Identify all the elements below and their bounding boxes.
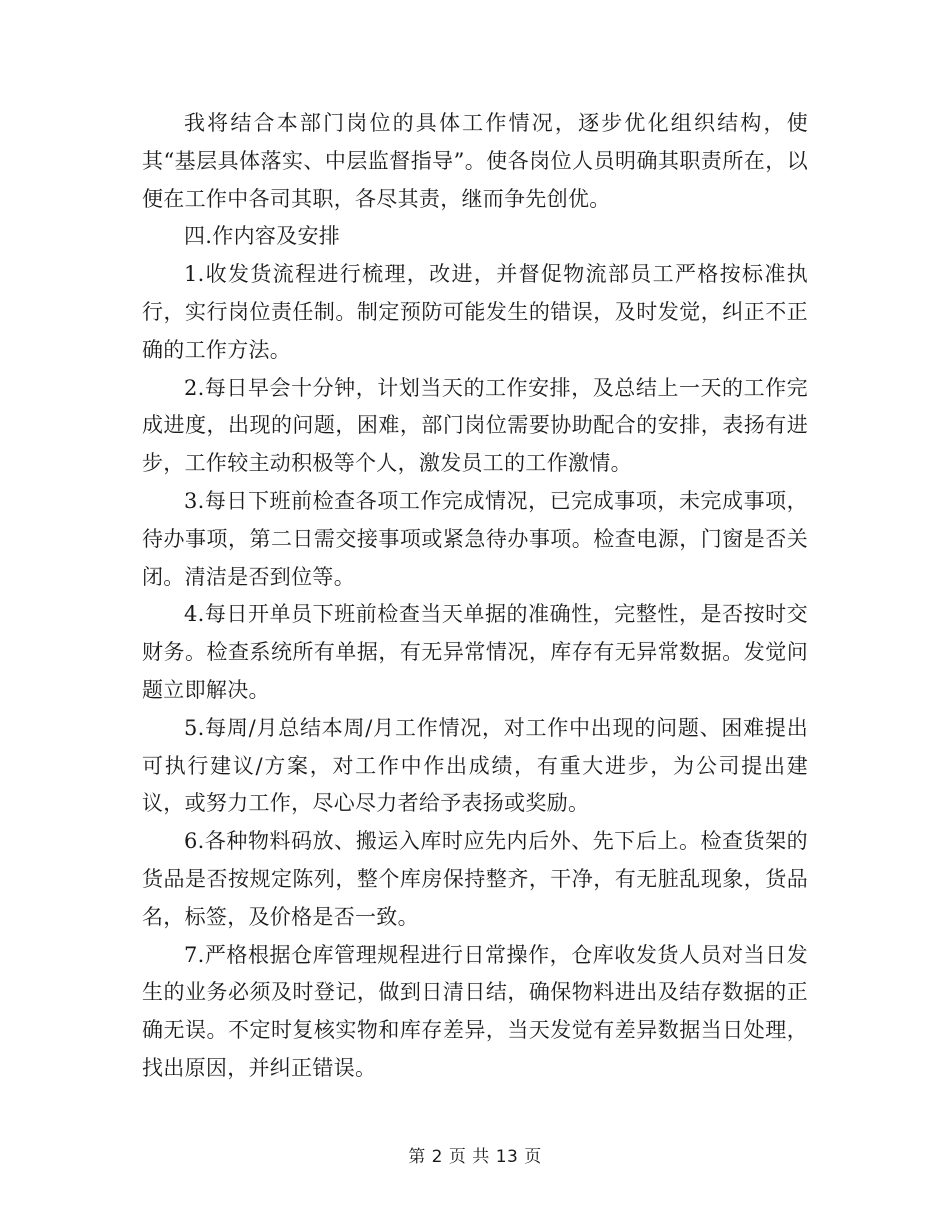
- total-pages-number: 13: [495, 1147, 519, 1167]
- footer-middle: 页 共: [448, 1147, 490, 1167]
- document-body: [142, 105, 808, 1088]
- paragraph-item-6: 6.各种物料码放、搬运入库时应先内后外、先下后上。检查货架的货品是否按规定陈列，整个库房保持整齐，干净，有无脏乱现象，货品名，标签，及价格是否一致。: [142, 829, 808, 929]
- paragraph-item-1: 1.收发货流程进行梳理，改进，并督促物流部员工严格按标准执行，实行岗位责任制。制定预防可能发生的错误，及时发觉，纠正不正确的工作方法。: [142, 262, 808, 362]
- footer-suffix: 页: [524, 1147, 542, 1167]
- section-heading-work-content: 四.作内容及安排: [184, 224, 341, 249]
- footer-prefix: 第: [408, 1147, 426, 1167]
- paragraph-item-4: 4.每日开单员下班前检查当天单据的准确性，完整性，是否按时交财务。检查系统所有单据，有无异常情况，库存有无异常数据。发觉问题立即解决。: [142, 602, 808, 702]
- paragraph-item-2: 2.每日早会十分钟，计划当天的工作安排，及总结上一天的工作完成进度，出现的问题，困难，部门岗位需要协助配合的安排，表扬有进步，工作较主动积极等个人，激发员工的工作激情。: [142, 375, 808, 476]
- current-page-number: 2: [431, 1147, 443, 1167]
- paragraph-item-5: 5.每周/月总结本周/月工作情况，对工作中出现的问题、困难提出可执行建议/方案，对工作中作出成绩，有重大进步，为公司提出建议，或努力工作，尽心尽力者给予表扬或奖励。: [142, 715, 808, 816]
- paragraph-intro: 我将结合本部门岗位的具体工作情况，逐步优化组织结构，使其“基层具体落实、中层监督指导”。使各岗位人员明确其职责所在，以便在工作中各司其职，各尽其责，继而争先创优。: [142, 111, 808, 211]
- paragraph-item-7: 7.严格根据仓库管理规程进行日常操作，仓库收发货人员对当日发生的业务必须及时登记，做到日清日结，确保物料进出及结存数据的正确无误。不定时复核实物和库存差异，当天发觉有差异数据当日处理，找出原因，并纠正错误。: [142, 942, 808, 1080]
- page-footer: [0, 1142, 950, 1167]
- paragraph-item-3: 3.每日下班前检查各项工作完成情况，已完成事项，未完成事项，待办事项，第二日需交接事项或紧急待办事项。检查电源，门窗是否关闭。清洁是否到位等。: [142, 488, 808, 589]
